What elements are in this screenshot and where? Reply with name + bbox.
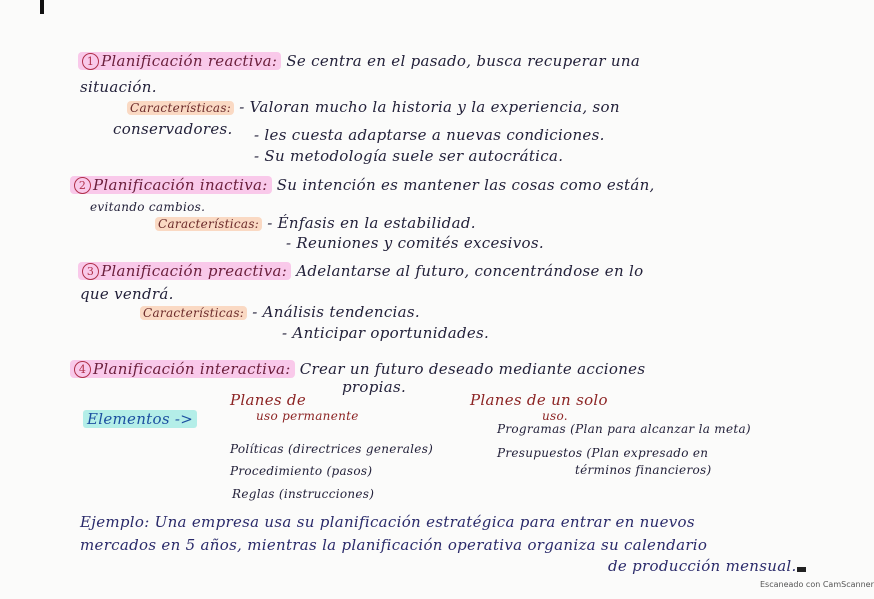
section-4-definition-cont: propias. <box>342 378 407 396</box>
number-1-icon: 1 <box>82 53 99 70</box>
number-3-icon: 3 <box>82 263 99 280</box>
number-2-icon: 2 <box>74 177 91 194</box>
section-4-title: 4 Planificación interactiva: <box>70 360 295 378</box>
section-2-characteristics <box>155 214 476 232</box>
section-3-char-1: - Análisis tendencias. <box>252 303 420 321</box>
plans-permanent-title: Planes de <box>230 391 307 409</box>
section-1-title: 1 Planificación reactiva: <box>78 52 281 70</box>
permanent-item-3: Reglas (instrucciones) <box>232 487 375 501</box>
end-mark <box>797 567 806 572</box>
section-1-heading <box>78 52 640 70</box>
section-1-char-3: - Su metodología suele ser autocrática. <box>254 147 564 165</box>
example-line-3: de producción mensual. <box>608 557 797 575</box>
section-1-definition: Se centra en el pasado, busca recuperar una <box>286 52 641 70</box>
section-3-heading <box>78 262 643 280</box>
example-line-1: Ejemplo: Una empresa usa su planificación estratégica para entrar en nuevos <box>80 513 695 531</box>
section-1-char-2: - les cuesta adaptarse a nuevas condiciones. <box>254 126 605 144</box>
section-2-char-1: - Énfasis en la estabilidad. <box>267 214 476 232</box>
section-2-definition: Su intención es mantener las cosas como están, <box>276 176 655 194</box>
corner-mark <box>40 0 44 14</box>
section-1-char-cont: conservadores. <box>113 120 233 138</box>
permanent-item-2: Procedimiento (pasos) <box>230 464 373 478</box>
number-4-icon: 4 <box>74 361 91 378</box>
section-1-definition-cont: situación. <box>80 78 157 96</box>
section-2-title: 2 Planificación inactiva: <box>70 176 272 194</box>
plans-single-subtitle: uso. <box>542 409 568 423</box>
section-3-definition: Adelantarse al futuro, concentrándose en lo <box>296 262 644 280</box>
section-1-characteristics <box>127 98 620 116</box>
section-3-char-label: Características: <box>140 306 247 320</box>
section-2-char-2: - Reuniones y comités excesivos. <box>286 234 544 252</box>
section-1-char-label: Características: <box>127 101 234 115</box>
plans-permanent-subtitle: uso permanente <box>256 409 359 423</box>
section-3-char-2: - Anticipar oportunidades. <box>282 324 490 342</box>
elements-label: Elementos -> <box>83 410 197 428</box>
section-2-char-label: Características: <box>155 217 262 231</box>
scanner-watermark: Escaneado con CamScanner <box>760 580 874 589</box>
single-item-2-cont: términos financieros) <box>575 463 712 477</box>
section-2-heading <box>70 176 655 194</box>
section-1-char-1: - Valoran mucho la historia y la experiencia, son <box>239 98 620 116</box>
single-item-1: Programas (Plan para alcanzar la meta) <box>497 422 751 436</box>
plans-single-title: Planes de un solo <box>470 391 608 409</box>
example-line-2: mercados en 5 años, mientras la planificación operativa organiza su calendario <box>80 536 708 554</box>
section-3-definition-cont: que vendrá. <box>80 285 174 303</box>
section-4-definition: Crear un futuro deseado mediante acciones <box>299 360 646 378</box>
section-2-definition-cont: evitando cambios. <box>90 200 206 214</box>
section-3-title: 3 Planificación preactiva: <box>78 262 291 280</box>
single-item-2: Presupuestos (Plan expresado en <box>497 446 709 460</box>
section-4-heading <box>70 360 645 378</box>
section-3-characteristics <box>140 303 420 321</box>
permanent-item-1: Políticas (directrices generales) <box>230 442 434 456</box>
